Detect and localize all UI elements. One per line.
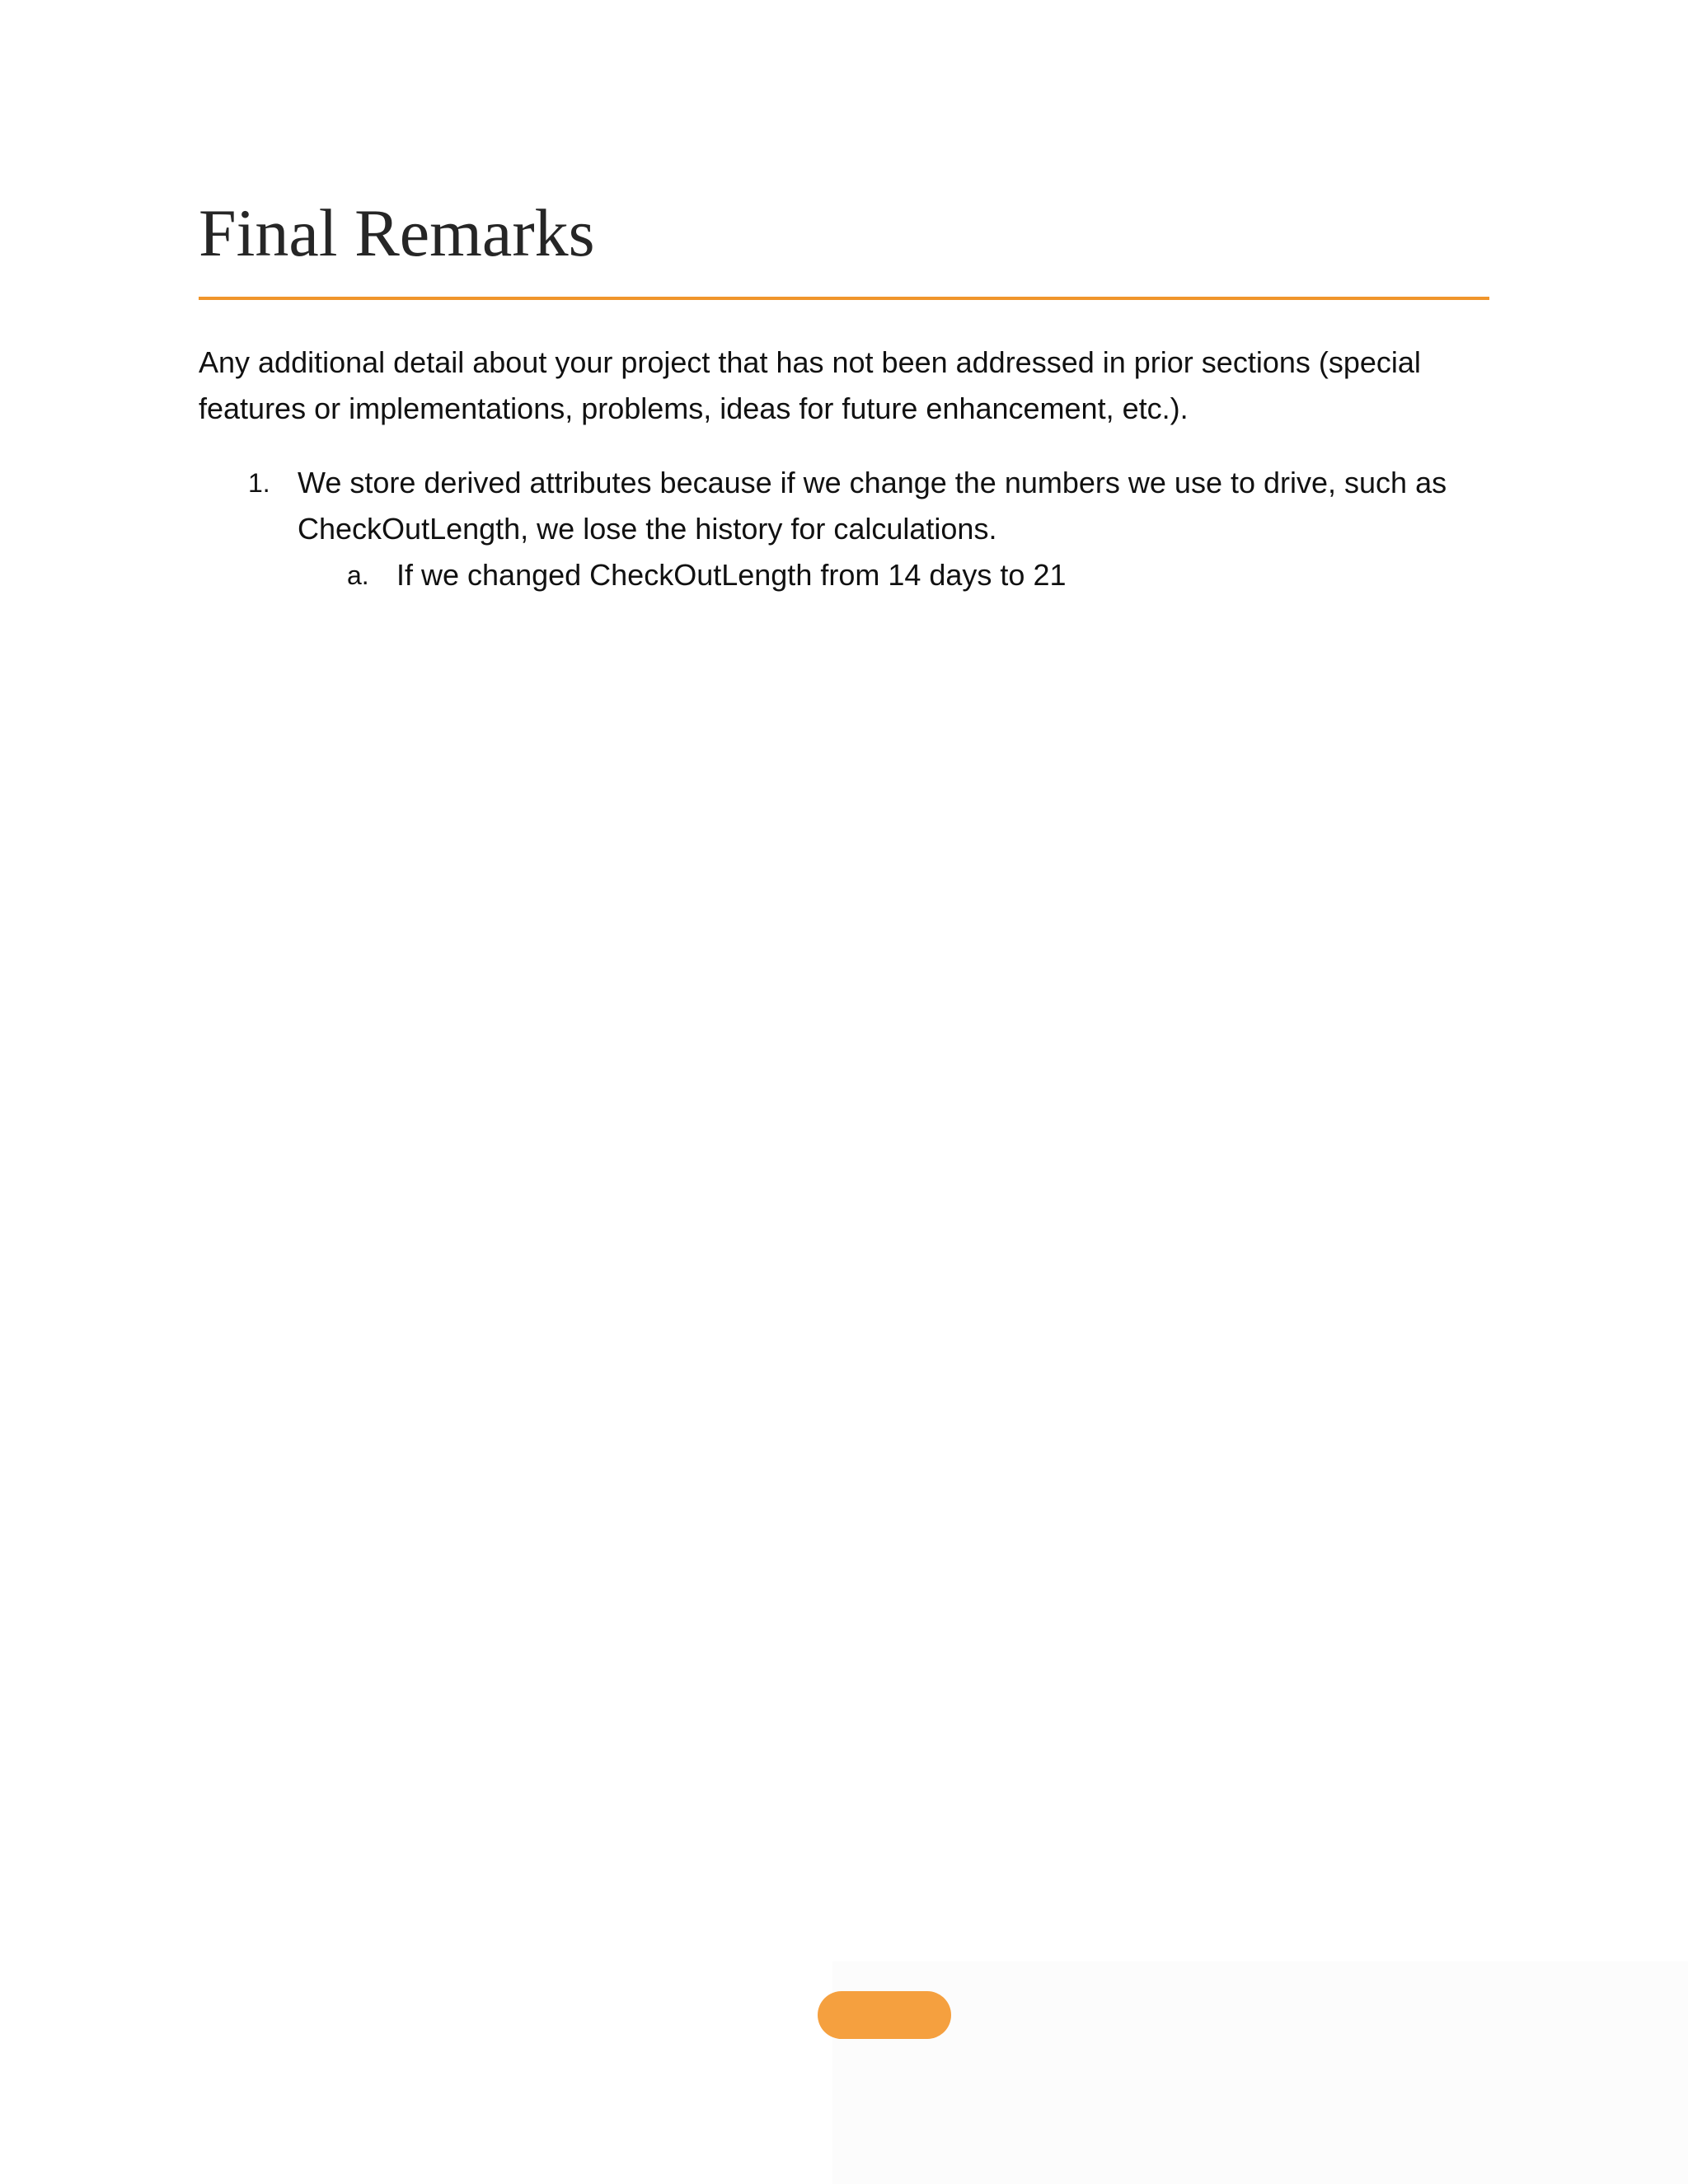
- heading-underline: [199, 297, 1489, 300]
- intro-paragraph: Any additional detail about your project that has not been addressed in prior sections (special features or implementations, problems, ideas for future enhancement, etc.).: [199, 345, 1421, 425]
- sublist-text-a: If we changed CheckOutLength from 14 days to 21: [396, 558, 1067, 592]
- list-marker-1: 1.: [248, 468, 270, 498]
- list-text-1: We store derived attributes because if we change the numbers we use to drive, such as CheckOutLength, we lose the history for calculations.: [298, 466, 1447, 546]
- page-number-marker: [818, 1991, 951, 2039]
- page-title: Final Remarks: [199, 195, 595, 270]
- page-corner-tint: [832, 1961, 1688, 2184]
- sublist-marker-a: a.: [347, 560, 369, 590]
